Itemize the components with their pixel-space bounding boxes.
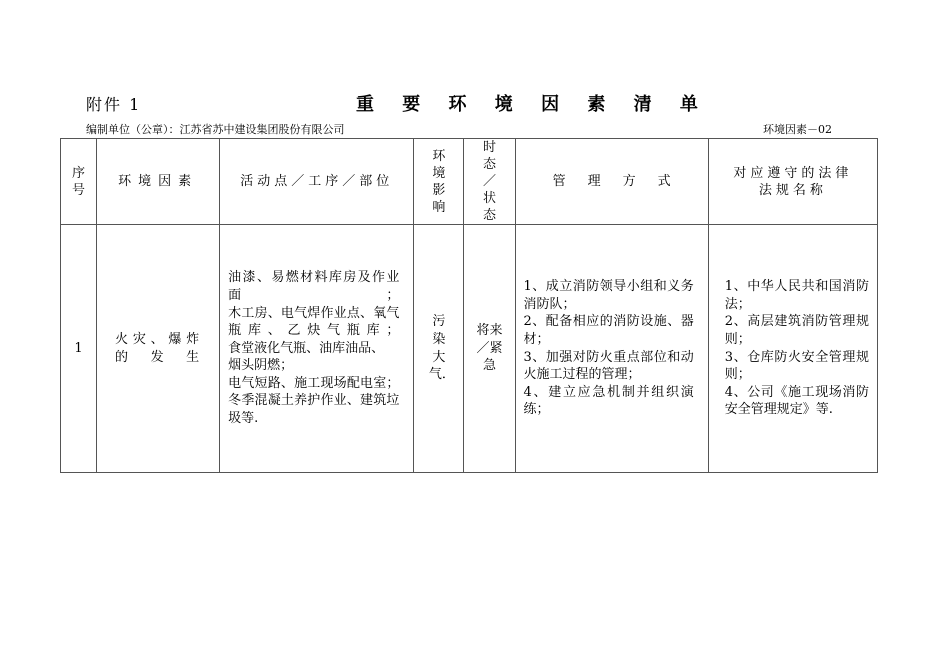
management-item: 2、配备相应的消防设施、器材；: [523, 314, 694, 347]
table-header-row: [61, 139, 878, 225]
header-activity-point: 活动点／工序／部位: [220, 139, 414, 225]
cell-management-method: [515, 225, 708, 473]
table-row: [61, 225, 878, 473]
activity-item: 食堂液化气瓶、油库油品、: [228, 340, 385, 356]
law-item: 3、仓库防火安全管理规则；: [724, 349, 869, 383]
document-code: 环境因素－02: [763, 123, 832, 136]
header-environmental-factor: 环境因素: [97, 139, 220, 225]
header-management-method: 管理方式: [515, 139, 708, 225]
law-item: 2、高层建筑消防管理规则；: [724, 314, 869, 347]
activity-item: 烟头阴燃；: [228, 358, 294, 374]
cell-environmental-factor: 火灾、爆炸的发生: [97, 225, 220, 473]
header-environmental-impact: 环境影响: [414, 139, 464, 225]
document-title: 重 要 环 境 因 素 清 单: [356, 94, 709, 115]
attachment-label: 附件 1: [86, 95, 142, 114]
law-item: 4、公司《施工现场消防安全管理规定》等.: [724, 384, 869, 418]
header-tense-state: 时态／状态: [464, 139, 515, 225]
compiling-unit: 编制单位（公章）：江苏省苏中建设集团股份有限公司: [86, 123, 345, 136]
management-item: 3、加强对防火重点部位和动火施工过程的管理；: [523, 349, 694, 383]
cell-serial-number: 1: [61, 225, 97, 473]
cell-activity-point: [220, 225, 414, 473]
cell-tense-state: 将来／紧急: [464, 225, 515, 473]
header-serial-number: 序号: [61, 139, 97, 225]
activity-item: 电气短路、施工现场配电室；: [228, 375, 400, 391]
activity-item: 油漆、易燃材料库房及作业面；: [228, 270, 400, 303]
management-item: 1、成立消防领导小组和义务消防队；: [523, 279, 694, 312]
law-item: 1、中华人民共和国消防法；: [724, 279, 869, 312]
environmental-factor-table: [60, 138, 878, 473]
activity-item: 冬季混凝土养护作业、建筑垃圾等.: [228, 393, 400, 427]
cell-applicable-laws: [708, 225, 877, 473]
activity-item: 木工房、电气焊作业点、氧气瓶库、乙炔气瓶库；: [228, 305, 400, 339]
cell-environmental-impact: 污染大气．: [414, 225, 464, 473]
header-applicable-laws: 对应遵守的法律法规名称: [708, 139, 877, 225]
management-item: 4、建立应急机制并组织演练；: [523, 384, 694, 418]
